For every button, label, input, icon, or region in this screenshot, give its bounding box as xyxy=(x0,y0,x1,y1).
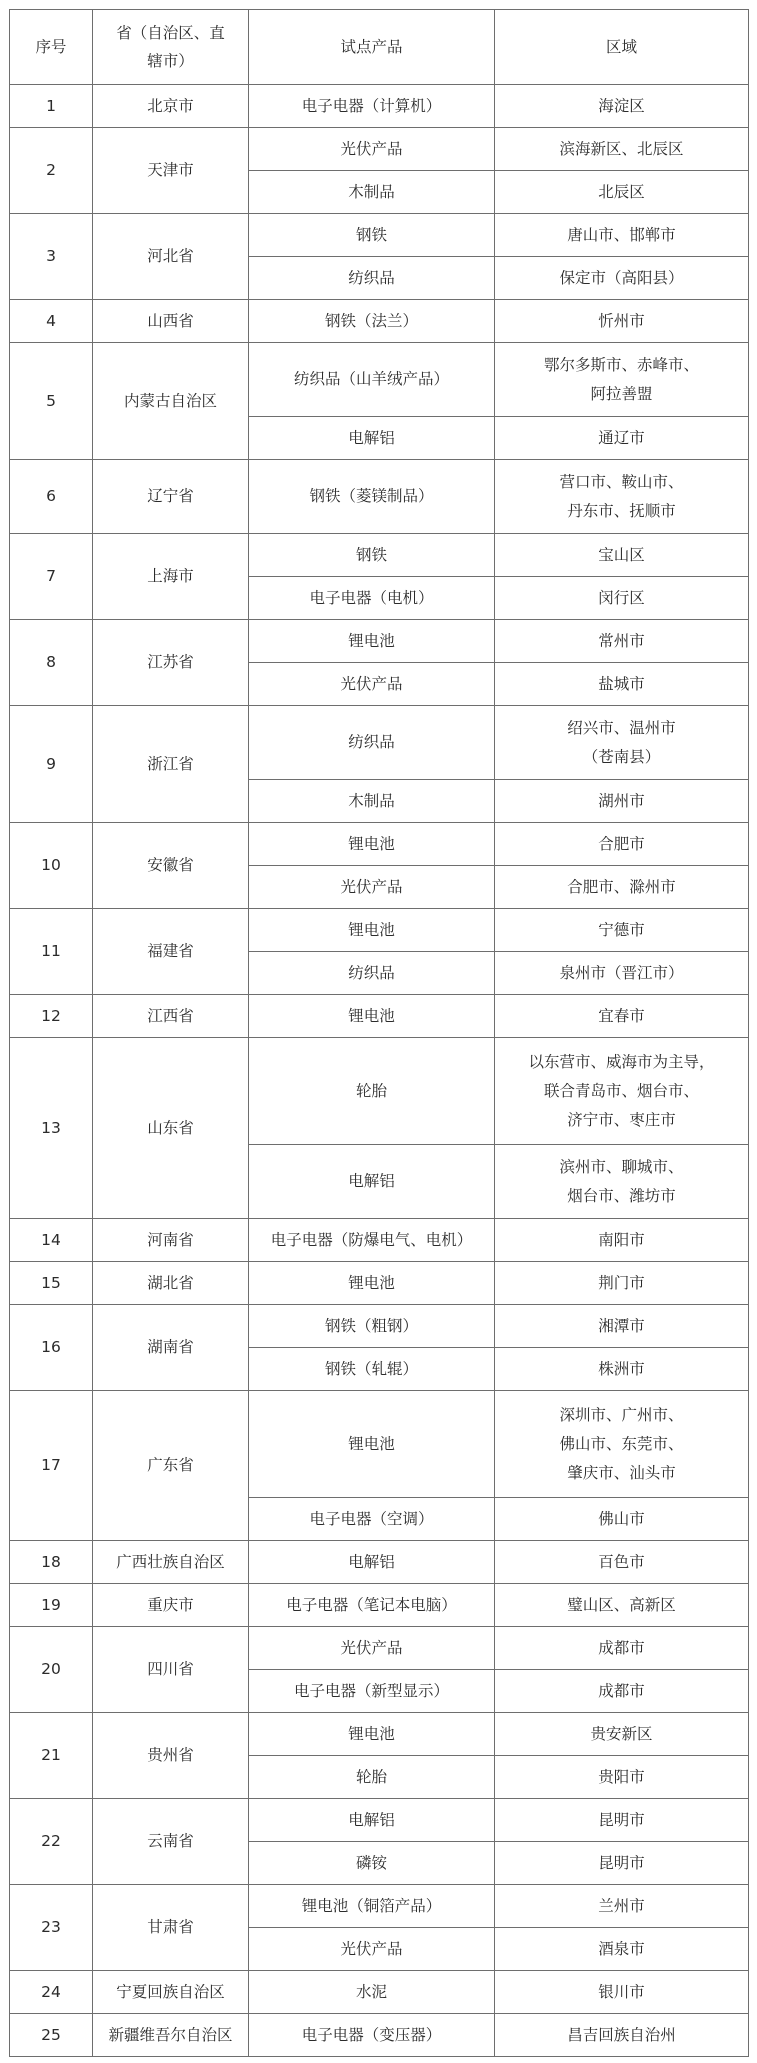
row-region xyxy=(495,1262,749,1305)
row-product xyxy=(249,780,495,823)
region-text: 贵阳市 xyxy=(598,1767,645,1786)
region-text: 湖州市 xyxy=(598,791,645,810)
row-product xyxy=(249,1541,495,1584)
row-index: 17 xyxy=(10,1391,93,1541)
product-text: 木制品 xyxy=(348,791,395,810)
table-row xyxy=(10,1262,749,1305)
row-region xyxy=(495,706,749,780)
row-product xyxy=(249,1627,495,1670)
region-text: 闵行区 xyxy=(598,588,645,607)
region-text: 南阳市 xyxy=(598,1230,645,1249)
row-region xyxy=(495,300,749,343)
row-province: 四川省 xyxy=(93,1627,249,1713)
product-text: 锂电池 xyxy=(348,631,395,650)
product-text: 电子电器（笔记本电脑） xyxy=(286,1595,457,1614)
row-product xyxy=(249,620,495,663)
row-product xyxy=(249,1799,495,1842)
row-province: 辽宁省 xyxy=(93,460,249,534)
row-region xyxy=(495,417,749,460)
row-product xyxy=(249,1219,495,1262)
row-region xyxy=(495,909,749,952)
product-text: 钢铁（粗钢） xyxy=(324,1316,418,1335)
row-product xyxy=(249,85,495,128)
product-text: 纺织品 xyxy=(348,733,395,751)
row-product xyxy=(249,214,495,257)
row-province: 上海市 xyxy=(93,534,249,620)
row-product xyxy=(249,995,495,1038)
row-product xyxy=(249,1885,495,1928)
table-row xyxy=(10,300,749,343)
product-text: 光伏产品 xyxy=(340,139,403,158)
region-text: 鄂尔多斯市、赤峰市、 阿拉善盟 xyxy=(543,355,699,403)
row-product xyxy=(249,257,495,300)
row-product xyxy=(249,1584,495,1627)
row-index: 7 xyxy=(10,534,93,620)
row-province: 福建省 xyxy=(93,909,249,995)
region-text: 璧山区、高新区 xyxy=(567,1595,676,1614)
product-text: 轮胎 xyxy=(355,1081,387,1100)
row-province: 贵州省 xyxy=(93,1713,249,1799)
row-index: 18 xyxy=(10,1541,93,1584)
row-index: 9 xyxy=(10,706,93,823)
table-row xyxy=(10,1971,749,2014)
table-row xyxy=(10,823,749,866)
region-text: 百色市 xyxy=(598,1552,645,1571)
row-province: 山西省 xyxy=(93,300,249,343)
row-index: 12 xyxy=(10,995,93,1038)
row-index: 1 xyxy=(10,85,93,128)
row-region xyxy=(495,1713,749,1756)
pilot-products-table xyxy=(9,9,749,2057)
row-product xyxy=(249,1391,495,1498)
row-province: 内蒙古自治区 xyxy=(93,343,249,460)
product-text: 纺织品 xyxy=(348,268,395,287)
product-text: 电子电器（空调） xyxy=(309,1509,434,1528)
table-row xyxy=(10,2014,749,2057)
table-row xyxy=(10,1799,749,1842)
row-region xyxy=(495,214,749,257)
region-text: 湘潭市 xyxy=(598,1316,645,1335)
table-row xyxy=(10,1219,749,1262)
header-index: 序号 xyxy=(10,10,93,85)
row-region xyxy=(495,1885,749,1928)
row-region xyxy=(495,257,749,300)
product-text: 锂电池 xyxy=(348,920,395,939)
row-region xyxy=(495,343,749,417)
row-product xyxy=(249,171,495,214)
row-region xyxy=(495,1842,749,1885)
product-text: 电子电器（变压器） xyxy=(301,2025,442,2044)
product-text: 光伏产品 xyxy=(340,877,403,896)
row-index: 2 xyxy=(10,128,93,214)
row-product xyxy=(249,663,495,706)
row-index: 21 xyxy=(10,1713,93,1799)
product-text: 钢铁（法兰） xyxy=(324,311,418,330)
region-text: 成都市 xyxy=(598,1638,645,1657)
region-text: 泉州市（晋江市） xyxy=(559,963,684,982)
table-row xyxy=(10,534,749,577)
product-text: 电解铝 xyxy=(348,1810,395,1829)
row-region xyxy=(495,577,749,620)
product-text: 纺织品（山羊绒产品） xyxy=(293,370,449,388)
region-text: 宝山区 xyxy=(598,545,645,564)
table-body xyxy=(10,85,749,2057)
row-region xyxy=(495,995,749,1038)
product-text: 木制品 xyxy=(348,182,395,201)
region-text: 宁德市 xyxy=(598,920,645,939)
row-index: 11 xyxy=(10,909,93,995)
row-index: 20 xyxy=(10,1627,93,1713)
row-product xyxy=(249,1145,495,1219)
row-province: 天津市 xyxy=(93,128,249,214)
product-text: 锂电池（铜箔产品） xyxy=(301,1896,442,1915)
row-region xyxy=(495,1305,749,1348)
row-product xyxy=(249,1498,495,1541)
row-province: 广西壮族自治区 xyxy=(93,1541,249,1584)
region-text: 昆明市 xyxy=(598,1810,645,1829)
row-region xyxy=(495,1145,749,1219)
row-region xyxy=(495,1219,749,1262)
row-province: 湖南省 xyxy=(93,1305,249,1391)
table-row xyxy=(10,128,749,171)
row-region xyxy=(495,2014,749,2057)
row-product xyxy=(249,417,495,460)
row-region xyxy=(495,952,749,995)
pilot-table-container xyxy=(9,9,748,2057)
region-text: 合肥市 xyxy=(598,834,645,853)
region-text: 成都市 xyxy=(598,1681,645,1700)
row-region xyxy=(495,1670,749,1713)
row-province: 重庆市 xyxy=(93,1584,249,1627)
product-text: 纺织品 xyxy=(348,963,395,982)
row-product xyxy=(249,1670,495,1713)
product-text: 锂电池 xyxy=(348,1434,395,1453)
row-index: 19 xyxy=(10,1584,93,1627)
product-text: 钢铁（菱镁制品） xyxy=(309,487,434,505)
row-index: 10 xyxy=(10,823,93,909)
row-product xyxy=(249,534,495,577)
row-product xyxy=(249,866,495,909)
row-region xyxy=(495,823,749,866)
product-text: 钢铁 xyxy=(355,225,387,244)
row-region xyxy=(495,460,749,534)
product-text: 锂电池 xyxy=(348,834,395,853)
row-index: 15 xyxy=(10,1262,93,1305)
region-text: 贵安新区 xyxy=(590,1724,653,1743)
region-text: 唐山市、邯郸市 xyxy=(567,225,676,244)
row-index: 8 xyxy=(10,620,93,706)
row-product xyxy=(249,823,495,866)
row-province: 宁夏回族自治区 xyxy=(93,1971,249,2014)
row-index: 6 xyxy=(10,460,93,534)
row-region xyxy=(495,1756,749,1799)
row-region xyxy=(495,1498,749,1541)
row-product xyxy=(249,1756,495,1799)
row-index: 4 xyxy=(10,300,93,343)
product-text: 锂电池 xyxy=(348,1006,395,1025)
header-row xyxy=(10,10,749,85)
region-text: 忻州市 xyxy=(598,311,645,330)
product-text: 电解铝 xyxy=(348,1172,395,1190)
row-province: 安徽省 xyxy=(93,823,249,909)
product-text: 锂电池 xyxy=(348,1273,395,1292)
table-row xyxy=(10,343,749,417)
table-row xyxy=(10,85,749,128)
row-region xyxy=(495,85,749,128)
row-product xyxy=(249,577,495,620)
header-product: 试点产品 xyxy=(249,10,495,85)
row-province: 河北省 xyxy=(93,214,249,300)
row-region xyxy=(495,128,749,171)
row-product xyxy=(249,1971,495,2014)
row-region xyxy=(495,1348,749,1391)
header-region: 区域 xyxy=(495,10,749,85)
table-row xyxy=(10,995,749,1038)
product-text: 光伏产品 xyxy=(340,1939,403,1958)
row-index: 24 xyxy=(10,1971,93,2014)
table-row xyxy=(10,1713,749,1756)
region-text: 兰州市 xyxy=(598,1896,645,1915)
region-text: 佛山市 xyxy=(598,1509,645,1528)
row-index: 23 xyxy=(10,1885,93,1971)
region-text: 北辰区 xyxy=(598,182,645,201)
row-product xyxy=(249,2014,495,2057)
region-text: 银川市 xyxy=(598,1982,645,2001)
product-text: 钢铁 xyxy=(355,545,387,564)
region-text: 荆门市 xyxy=(598,1273,645,1292)
row-product xyxy=(249,128,495,171)
product-text: 电解铝 xyxy=(348,1552,395,1571)
row-product xyxy=(249,1038,495,1145)
row-region xyxy=(495,663,749,706)
row-province: 新疆维吾尔自治区 xyxy=(93,2014,249,2057)
table-row xyxy=(10,214,749,257)
region-text: 宜春市 xyxy=(598,1006,645,1025)
row-index: 14 xyxy=(10,1219,93,1262)
row-index: 22 xyxy=(10,1799,93,1885)
region-text: 株洲市 xyxy=(598,1359,645,1378)
row-region xyxy=(495,1391,749,1498)
row-index: 3 xyxy=(10,214,93,300)
product-text: 轮胎 xyxy=(355,1767,387,1786)
row-province: 北京市 xyxy=(93,85,249,128)
region-text: 以东营市、威海市为主导， 联合青岛市、烟台市、 济宁市、枣庄市 xyxy=(528,1052,715,1129)
product-text: 钢铁（轧辊） xyxy=(324,1359,418,1378)
region-text: 通辽市 xyxy=(598,428,645,447)
product-text: 电子电器（新型显示） xyxy=(293,1681,449,1700)
row-province: 甘肃省 xyxy=(93,1885,249,1971)
row-region xyxy=(495,534,749,577)
product-text: 电子电器（计算机） xyxy=(301,96,442,115)
product-text: 锂电池 xyxy=(348,1724,395,1743)
row-index: 13 xyxy=(10,1038,93,1219)
row-region xyxy=(495,1799,749,1842)
row-product xyxy=(249,1348,495,1391)
row-product xyxy=(249,1928,495,1971)
row-product xyxy=(249,300,495,343)
row-product xyxy=(249,706,495,780)
region-text: 深圳市、广州市、 佛山市、东莞市、 肇庆市、汕头市 xyxy=(559,1405,684,1482)
region-text: 滨州市、聊城市、 烟台市、潍坊市 xyxy=(559,1157,684,1205)
row-region xyxy=(495,780,749,823)
row-province: 河南省 xyxy=(93,1219,249,1262)
table-row xyxy=(10,1627,749,1670)
row-product xyxy=(249,1305,495,1348)
product-text: 电子电器（防爆电气、电机） xyxy=(270,1230,473,1249)
header-province: 省（自治区、直辖市） xyxy=(93,10,249,85)
row-product xyxy=(249,952,495,995)
product-text: 水泥 xyxy=(355,1982,387,2001)
region-text: 海淀区 xyxy=(598,96,645,115)
table-row xyxy=(10,460,749,534)
row-region xyxy=(495,620,749,663)
row-product xyxy=(249,1842,495,1885)
row-product xyxy=(249,1262,495,1305)
row-product xyxy=(249,343,495,417)
row-province: 江苏省 xyxy=(93,620,249,706)
row-province: 浙江省 xyxy=(93,706,249,823)
region-text: 盐城市 xyxy=(598,674,645,693)
region-text: 保定市（高阳县） xyxy=(559,268,684,287)
product-text: 磷铵 xyxy=(355,1853,387,1872)
row-province: 云南省 xyxy=(93,1799,249,1885)
product-text: 电解铝 xyxy=(348,428,395,447)
row-product xyxy=(249,460,495,534)
row-province: 广东省 xyxy=(93,1391,249,1541)
row-region xyxy=(495,866,749,909)
region-text: 绍兴市、温州市 （苍南县） xyxy=(567,718,676,766)
table-row xyxy=(10,1885,749,1928)
region-text: 昌吉回族自治州 xyxy=(567,2025,676,2044)
row-province: 山东省 xyxy=(93,1038,249,1219)
table-row xyxy=(10,1541,749,1584)
row-index: 5 xyxy=(10,343,93,460)
table-row xyxy=(10,909,749,952)
table-row xyxy=(10,1584,749,1627)
row-region xyxy=(495,1627,749,1670)
row-province: 江西省 xyxy=(93,995,249,1038)
row-region xyxy=(495,1928,749,1971)
product-text: 光伏产品 xyxy=(340,1638,403,1657)
table-row xyxy=(10,1391,749,1498)
region-text: 营口市、鞍山市、 丹东市、抚顺市 xyxy=(559,472,684,520)
region-text: 滨海新区、北辰区 xyxy=(559,139,684,158)
row-region xyxy=(495,1038,749,1145)
row-index: 25 xyxy=(10,2014,93,2057)
table-row xyxy=(10,1038,749,1145)
row-product xyxy=(249,909,495,952)
product-text: 光伏产品 xyxy=(340,674,403,693)
row-region xyxy=(495,1541,749,1584)
row-region xyxy=(495,1584,749,1627)
table-row xyxy=(10,1305,749,1348)
row-product xyxy=(249,1713,495,1756)
product-text: 电子电器（电机） xyxy=(309,588,434,607)
region-text: 常州市 xyxy=(598,631,645,650)
row-province: 湖北省 xyxy=(93,1262,249,1305)
region-text: 合肥市、滁州市 xyxy=(567,877,676,896)
table-row xyxy=(10,706,749,780)
row-region xyxy=(495,1971,749,2014)
row-index: 16 xyxy=(10,1305,93,1391)
table-row xyxy=(10,620,749,663)
row-region xyxy=(495,171,749,214)
table-header xyxy=(10,10,749,85)
region-text: 酒泉市 xyxy=(598,1939,645,1958)
region-text: 昆明市 xyxy=(598,1853,645,1872)
